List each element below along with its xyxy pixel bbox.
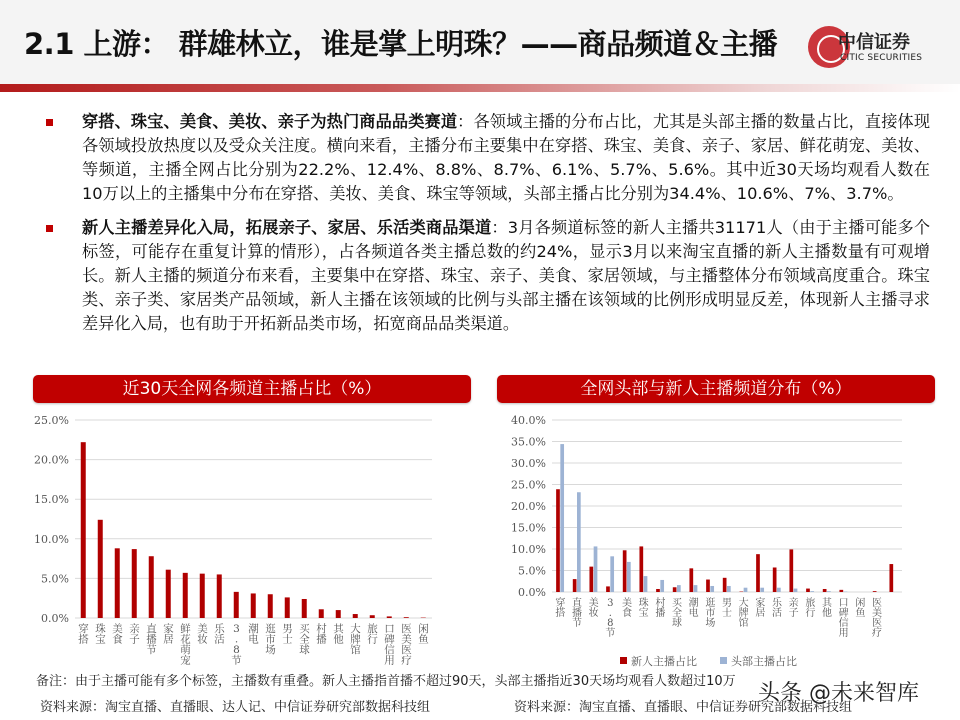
bar <box>639 546 643 592</box>
x-tick-label: 穿 <box>555 598 566 609</box>
bar <box>200 574 205 618</box>
x-tick-label: 妆 <box>588 608 599 619</box>
legend-swatch-icon <box>620 657 627 664</box>
bar <box>589 567 593 592</box>
x-tick-label: 乐 <box>214 623 225 635</box>
y-tick-label: 15.0% <box>511 521 546 535</box>
x-tick-label: 宠 <box>180 654 191 667</box>
y-tick-label: 15.0% <box>34 493 69 507</box>
bullet-item <box>40 216 930 336</box>
x-tick-label: 行 <box>805 608 816 619</box>
bar <box>873 591 877 592</box>
x-tick-label: 鱼 <box>855 608 866 619</box>
x-tick-label: 搭 <box>555 608 566 619</box>
bar <box>727 586 731 592</box>
bar <box>319 609 324 618</box>
bar <box>810 591 814 592</box>
x-tick-label: 3 <box>233 623 240 635</box>
bar <box>627 562 631 592</box>
bullet-square-icon <box>46 225 53 232</box>
x-tick-label: 鲜 <box>180 623 191 635</box>
legend-label: 新人主播占比 <box>631 655 697 668</box>
bar <box>217 574 222 618</box>
x-tick-label: 乐 <box>772 598 782 609</box>
bar <box>777 588 781 592</box>
x-tick-label: 全 <box>672 608 682 619</box>
slide-header <box>0 0 960 88</box>
x-tick-label: 其 <box>822 598 832 609</box>
bar <box>166 570 171 618</box>
source-left: 资料来源：淘宝直播、直播眼、达人记、中信证券研究部数据科技组 <box>40 700 431 715</box>
bar <box>760 588 764 592</box>
x-tick-label: 播 <box>655 608 666 619</box>
y-tick-label: 10.0% <box>511 543 546 556</box>
x-tick-label: 全 <box>299 633 310 646</box>
bar <box>573 579 577 592</box>
bar <box>827 591 831 592</box>
footnote: 备注：由于主播可能有多个标签，主播数有重叠。新人主播指首播不超过90天，头部主播指近30天场均观看人数超过10万 <box>36 674 736 689</box>
x-tick-label: 疗 <box>401 654 412 667</box>
x-tick-label: 逛 <box>705 598 716 609</box>
x-tick-label: 食 <box>112 633 123 646</box>
y-tick-label: 5.0% <box>518 564 546 578</box>
bar <box>644 576 648 592</box>
y-tick-label: 5.0% <box>41 572 69 586</box>
x-tick-label: 花 <box>180 633 191 646</box>
x-tick-label: 用 <box>384 654 395 667</box>
x-tick-label: 他 <box>822 608 832 619</box>
bar <box>673 587 677 592</box>
bar <box>823 589 827 592</box>
bar <box>756 554 760 592</box>
x-tick-label: 食 <box>622 608 632 619</box>
x-tick-label: 买 <box>672 598 682 609</box>
x-tick-label: 大 <box>350 623 361 635</box>
x-tick-label: 播 <box>146 633 157 646</box>
slide-title: 2.1 上游： 群雄林立，谁是掌上明珠？——商品频道＆主播 <box>24 27 778 61</box>
bar <box>98 520 103 618</box>
bullet-heading: 穿搭、珠宝、美食、美妆、亲子为热门商品品类赛道 <box>82 112 458 131</box>
x-tick-label: 电 <box>688 608 699 619</box>
x-tick-label: 旅 <box>367 623 378 635</box>
x-tick-label: 碑 <box>384 633 395 646</box>
head-vs-new-streamer-bar-chart <box>490 405 940 670</box>
header-divider <box>0 84 960 92</box>
y-tick-label: 10.0% <box>34 532 69 546</box>
bar <box>839 590 843 592</box>
x-tick-label: 逛 <box>265 623 276 635</box>
x-tick-label: 家 <box>755 598 766 609</box>
x-tick-label: 馆 <box>738 618 749 629</box>
bar <box>132 549 137 618</box>
x-tick-label: 士 <box>282 633 293 646</box>
y-tick-label: 0.0% <box>518 586 546 599</box>
bullet-body: ：各领域主播的分布占比，尤其是头部主播的数量占比，直接体现各领域投放热度以及受众关注度。横向来看，主播分布主要集中在穿搭、珠宝、美食、亲子、家居、鲜花萌宠、美妆、等频道，主播全网占比分别为22.2%、12.4%、8.8%、8.7%、6.1%、5.7%、5.6%。其中近30天场均观看人数在10万以上的主播集中分布在穿搭、美妆、美食、珠宝等领域，头部主播占比分别为34.4%、10.6%、7%、3.7%。 <box>82 112 931 203</box>
x-tick-label: 活 <box>214 633 225 646</box>
bar <box>744 588 748 592</box>
x-tick-label: 鱼 <box>418 633 429 646</box>
bar <box>285 597 290 618</box>
x-tick-label: 节 <box>605 628 616 639</box>
x-tick-label: 闲 <box>418 623 429 635</box>
bullet-square-icon <box>46 119 53 126</box>
x-tick-label: 医 <box>401 623 412 635</box>
legend-swatch-icon <box>720 657 727 664</box>
logo-chinese-text: 中信证券 <box>838 32 910 53</box>
bar <box>710 586 714 592</box>
x-tick-label: 市 <box>265 633 276 646</box>
x-tick-label: 他 <box>333 633 344 646</box>
y-tick-label: 25.0% <box>34 414 69 427</box>
x-tick-label: 直 <box>146 623 157 635</box>
x-tick-label: 妆 <box>197 633 208 646</box>
bar <box>268 594 273 618</box>
x-tick-label: 子 <box>788 608 799 619</box>
x-tick-label: 美 <box>112 623 123 635</box>
bullet-list <box>40 110 930 346</box>
x-tick-label: 大 <box>738 598 749 609</box>
legend-label: 头部主播占比 <box>731 655 797 668</box>
bar <box>370 615 375 618</box>
y-tick-label: 35.0% <box>511 435 546 449</box>
bar <box>789 549 793 592</box>
source-right: 资料来源：淘宝直播、直播眼、中信证券研究部数据科技组 <box>514 700 853 715</box>
bar <box>623 550 627 592</box>
y-tick-label: 40.0% <box>511 414 546 427</box>
x-tick-label: 口 <box>384 623 395 635</box>
bar <box>149 556 154 618</box>
bar <box>183 573 188 618</box>
bar <box>706 580 710 592</box>
x-tick-label: 播 <box>572 608 582 619</box>
x-tick-label: 口 <box>838 598 849 609</box>
x-tick-label: 其 <box>333 623 344 635</box>
x-tick-label: 球 <box>299 644 310 656</box>
x-tick-label: 医 <box>872 618 882 629</box>
x-tick-label: 碑 <box>838 608 849 619</box>
bar <box>689 568 693 592</box>
bar <box>577 492 581 592</box>
x-tick-label: 信 <box>384 644 395 656</box>
bar <box>889 564 893 592</box>
x-tick-label: 美 <box>872 608 882 619</box>
x-tick-label: 节 <box>231 654 242 667</box>
x-tick-label: 医 <box>872 598 882 609</box>
x-tick-label: 播 <box>316 633 327 646</box>
x-tick-label: 疗 <box>872 628 882 639</box>
x-tick-label: 亲 <box>788 598 799 609</box>
x-tick-label: 馆 <box>350 644 361 656</box>
x-tick-label: 信 <box>838 618 849 629</box>
bar <box>773 567 777 592</box>
citic-logo <box>808 26 948 70</box>
logo-english-text: CITIC SECURITIES <box>840 53 923 63</box>
x-tick-label: 搭 <box>78 633 89 646</box>
x-tick-label: 场 <box>265 644 276 656</box>
x-tick-label: 医 <box>401 644 412 656</box>
bar <box>594 546 598 592</box>
bar <box>677 585 681 592</box>
bar <box>251 593 256 618</box>
x-tick-label: 美 <box>401 633 412 646</box>
bar <box>606 586 610 592</box>
y-tick-label: 25.0% <box>511 478 546 492</box>
x-tick-label: 牌 <box>350 633 361 646</box>
x-tick-label: 活 <box>772 608 782 619</box>
right-chart-title: 全网头部与新人主播频道分布（%） <box>497 375 935 403</box>
x-tick-label: 居 <box>755 608 766 619</box>
bar <box>610 556 614 592</box>
bullet-item <box>40 110 930 206</box>
x-tick-label: 美 <box>588 598 599 609</box>
x-tick-label: 电 <box>248 633 259 646</box>
x-tick-label: 用 <box>838 628 849 639</box>
bar <box>336 610 341 618</box>
x-tick-label: 宝 <box>638 608 649 619</box>
y-tick-label: 30.0% <box>511 457 546 470</box>
x-tick-label: 士 <box>722 608 732 619</box>
x-tick-label: 男 <box>282 623 293 635</box>
x-tick-label: 市 <box>705 608 716 619</box>
watermark: 头条 @未来智库 <box>758 681 919 706</box>
left-chart-title: 近30天全网各频道主播占比（%） <box>33 375 471 403</box>
x-tick-label: . <box>608 608 612 619</box>
x-tick-label: 男 <box>722 598 732 609</box>
bar <box>81 442 86 618</box>
x-tick-label: 球 <box>672 618 682 629</box>
x-tick-label: 8 <box>233 644 240 656</box>
bar <box>115 548 120 618</box>
bar <box>656 589 660 592</box>
x-tick-label: 珠 <box>638 598 649 609</box>
x-tick-label: 穿 <box>78 623 89 635</box>
x-tick-label: 行 <box>367 633 378 646</box>
x-tick-label: 萌 <box>180 644 191 656</box>
x-tick-label: . <box>234 633 239 646</box>
bar <box>234 592 239 618</box>
x-tick-label: 8 <box>607 618 614 629</box>
channel-share-bar-chart <box>30 405 470 670</box>
bar <box>694 585 698 592</box>
y-tick-label: 0.0% <box>41 612 69 625</box>
x-tick-label: 节 <box>146 644 157 656</box>
x-tick-label: 美 <box>622 598 632 609</box>
bar <box>794 589 798 592</box>
x-tick-label: 牌 <box>738 608 749 619</box>
x-tick-label: 3 <box>607 598 614 609</box>
x-tick-label: 村 <box>316 623 327 635</box>
x-tick-label: 亲 <box>129 623 140 635</box>
y-tick-label: 20.0% <box>511 500 546 513</box>
x-tick-label: 宝 <box>95 633 106 646</box>
bar <box>404 617 409 618</box>
bar <box>387 616 392 618</box>
bullet-body: ：3月各频道标签的新人主播共31171人（由于主播可能多个标签，可能存在重复计算的情形），占各频道各类主播总数的约24%，显示3月以来淘宝直播的新人主播数量有可观增长。新人主播的频道分布来看，主要集中在穿搭、珠宝、亲子、美食、家居领域，与主播整体分布领域高度重合。珠宝类、亲子类、家居类产品领域，新人主播在该领域的比例与头部主播在该领域的比例形成明显反差，体现新人主播寻求差异化入局，也有助于开拓新品类市场，拓宽商品品类渠道。 <box>82 218 931 333</box>
bar <box>660 580 664 592</box>
x-tick-label: 直 <box>572 598 582 609</box>
bar <box>560 444 564 592</box>
bar <box>353 614 358 618</box>
x-tick-label: 闲 <box>855 598 866 609</box>
x-tick-label: 买 <box>299 623 310 635</box>
x-tick-label: 潮 <box>688 598 699 609</box>
x-tick-label: 节 <box>572 618 582 629</box>
x-tick-label: 潮 <box>248 623 259 635</box>
x-tick-label: 场 <box>705 618 716 629</box>
x-tick-label: 居 <box>163 633 174 646</box>
x-tick-label: 珠 <box>95 623 106 635</box>
x-tick-label: 子 <box>129 633 140 646</box>
x-tick-label: 美 <box>197 623 208 635</box>
x-tick-label: 村 <box>655 598 666 609</box>
bullet-heading: 新人主播差异化入局，拓展亲子、家居、乐活类商品渠道 <box>82 218 492 237</box>
bar <box>302 599 307 618</box>
y-tick-label: 20.0% <box>34 453 69 467</box>
bar <box>723 578 727 592</box>
bar <box>556 489 560 592</box>
x-tick-label: 家 <box>163 623 174 635</box>
x-tick-label: 旅 <box>805 598 816 609</box>
bar <box>806 589 810 592</box>
